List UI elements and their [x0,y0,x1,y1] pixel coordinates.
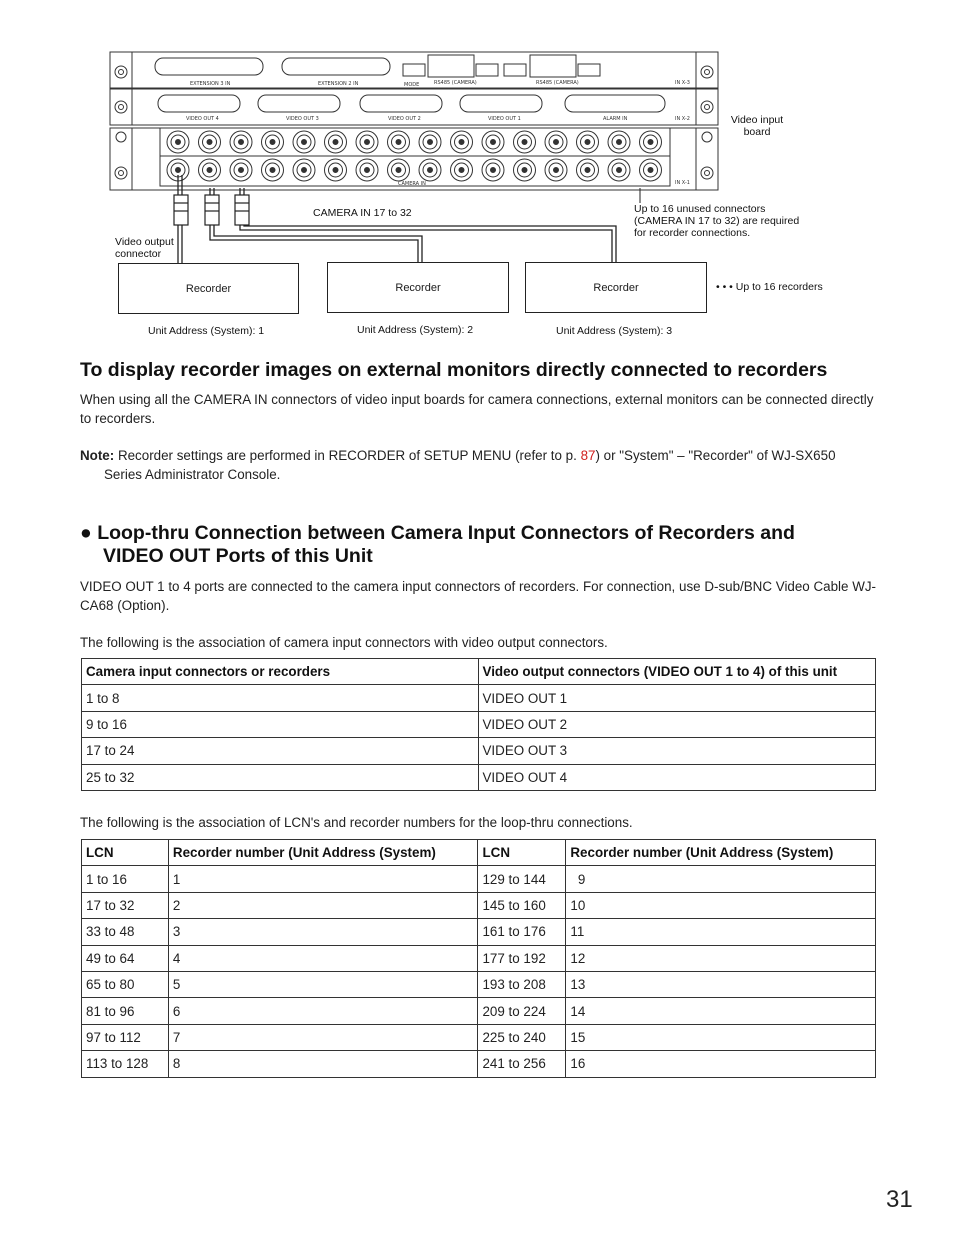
vo-line-1: Video output [115,236,174,248]
bnc-connector-icon [302,168,307,173]
note-text-a: Recorder settings are performed in RECORDER of SETUP MENU (refer to p. [114,448,581,463]
table-cell: 7 [168,1024,478,1050]
table2-intro: The following is the association of LCN's and recorder numbers for the loop-thru connections. [80,815,633,830]
table-cell: 17 to 32 [82,892,169,918]
table-cell: 3 [168,919,478,945]
table2-header-cell: LCN [82,840,169,866]
table2-header-cell: Recorder number (Unit Address (System) [168,840,478,866]
alarm-in-label: ALARM IN [603,116,628,122]
bnc-connector-icon [365,140,370,145]
ext3-label: EXTENSION 3 IN [190,81,231,87]
table1-header-cell: Video output connectors (VIDEO OUT 1 to 4) of this unit [478,659,876,685]
section1-note [80,446,876,484]
table-row [82,919,876,945]
table-cell: 9 to 16 [82,711,479,737]
bnc-connector-icon [554,168,559,173]
bnc-connector-icon [365,168,370,173]
bnc-connector-icon [270,168,275,173]
table-cell: 2 [168,892,478,918]
lcn-to-recorder-table [81,839,876,1078]
table2-header-row [82,840,876,866]
bnc-row-top [167,131,662,153]
table-cell: 25 to 32 [82,764,479,790]
table-cell: 225 to 240 [478,1024,566,1050]
table-cell: 97 to 112 [82,1024,169,1050]
table-row [82,866,876,892]
section2-heading-line1 [80,522,880,545]
unused-line-3: for recorder connections. [634,227,751,239]
table-cell: 8 [168,1051,478,1077]
recorder-box-2: Recorder [327,262,509,313]
note-label: Note: [80,448,115,463]
table-cell: 15 [566,1024,876,1050]
table-cell: 11 [566,919,876,945]
bullet-icon: ● [80,522,92,544]
bnc-connector-icon [459,168,464,173]
video-output-connector-label [115,236,174,260]
unused-line-1 [634,203,834,215]
bnc-connector-icon [617,168,622,173]
section1-paragraph: When using all the CAMERA IN connectors of video input boards for camera connections, external monitors can be connected directly to recorders. [80,392,874,426]
unit-address-1: Unit Address (System): 1 [148,325,265,337]
bnc-connector-icon [491,168,496,173]
table-row [82,998,876,1024]
unit-address-3: Unit Address (System): 3 [556,325,673,337]
table-cell: 33 to 48 [82,919,169,945]
table-cell: 17 to 24 [82,738,479,764]
bnc-connector-icon [176,140,181,145]
in3-label: IN X-3 [675,80,690,86]
bnc-connector-icon [428,168,433,173]
ext2-label: EXTENSION 2 IN [318,81,359,87]
rs485-label: RS485 (CAMERA) [434,80,477,86]
video-input-board-label: Video input board [730,114,784,138]
table-cell: 145 to 160 [478,892,566,918]
table-cell: 177 to 192 [478,945,566,971]
in2-label: IN X-2 [675,116,690,122]
section2-title-line2: VIDEO OUT Ports of this Unit [103,545,373,567]
bnc-connector-icon [396,168,401,173]
bnc-plugs [174,195,249,225]
bnc-connector-icon [459,140,464,145]
table-cell: 4 [168,945,478,971]
bnc-connector-icon [270,140,275,145]
bnc-connector-icon [522,140,527,145]
table-cell: 1 to 8 [82,685,479,711]
table-cell: 13 [566,971,876,997]
table-row [82,1051,876,1077]
table-cell: VIDEO OUT 4 [478,764,876,790]
bnc-connector-icon [207,140,212,145]
table-cell: 193 to 208 [478,971,566,997]
recorder-box-3: Recorder [525,262,707,313]
table-row [82,892,876,918]
unit-address-2: Unit Address (System): 2 [357,324,474,336]
bnc-connector-icon [491,140,496,145]
video-out-4-label: VIDEO OUT 4 [186,116,219,122]
bnc-connector-icon [302,140,307,145]
bnc-connector-icon [176,168,181,173]
table-cell: 5 [168,971,478,997]
table1-body [82,685,876,791]
table2-header-cell: LCN [478,840,566,866]
table-cell: 49 to 64 [82,945,169,971]
table1-intro: The following is the association of camera input connectors with video output connectors. [80,635,608,650]
note-text-b: ) or "System" – "Recorder" of WJ-SX650 Series Administrator Console. [104,448,836,482]
video-out-1-label: VIDEO OUT 1 [488,116,521,122]
section2-paragraph: VIDEO OUT 1 to 4 ports are connected to the camera input connectors of recorders. For connection, use D-sub/BNC Video Cable WJ-CA68 (Option). [80,579,876,613]
table-cell: VIDEO OUT 1 [478,685,876,711]
table1-header-cell: Camera input connectors or recorders [82,659,479,685]
table-cell: 12 [566,945,876,971]
bnc-connector-icon [648,168,653,173]
bnc-connector-icon [428,140,433,145]
bnc-connector-icon [239,168,244,173]
video-out-3-label: VIDEO OUT 3 [286,116,319,122]
table-cell: 65 to 80 [82,971,169,997]
table-cell: 14 [566,998,876,1024]
table-cell: 161 to 176 [478,919,566,945]
bnc-connector-icon [239,140,244,145]
table-cell: 6 [168,998,478,1024]
table2-header-cell: Recorder number (Unit Address (System) [566,840,876,866]
table-row [82,945,876,971]
bnc-connector-icon [207,168,212,173]
table-cell: 241 to 256 [478,1051,566,1077]
video-out-2-label: VIDEO OUT 2 [388,116,421,122]
camera-in-17-32-label: CAMERA IN 17 to 32 [313,207,412,219]
table-cell: 9 [566,866,876,892]
table-cell: 1 [168,866,478,892]
table-cell: 1 to 16 [82,866,169,892]
table-row [82,764,876,790]
bnc-row-bottom [167,159,662,181]
table-cell: VIDEO OUT 2 [478,711,876,737]
table-row [82,685,876,711]
table2-body [82,866,876,1077]
bnc-connector-icon [554,140,559,145]
section1-heading: To display recorder images on external monitors directly connected to recorders [80,359,828,381]
bnc-connector-icon [333,140,338,145]
table-cell: 10 [566,892,876,918]
recorder-box-1: Recorder [118,263,299,314]
table-cell: 209 to 224 [478,998,566,1024]
table-row [82,1024,876,1050]
section2-title-line1: Loop-thru Connection between Camera Input Connectors of Recorders and [97,522,795,544]
note-page-link[interactable]: 87 [580,448,596,463]
unused-connectors-note [634,203,834,239]
connection-diagram [0,0,954,350]
in1-label: IN X-1 [675,180,690,186]
bnc-connector-icon [333,168,338,173]
bnc-connector-icon [396,140,401,145]
table-cell: 129 to 144 [478,866,566,892]
bnc-connector-icon [522,168,527,173]
table-cell: 81 to 96 [82,998,169,1024]
camera-in-label: CAMERA IN [398,181,426,187]
table-cell: 16 [566,1051,876,1077]
unused-rest: unused connectors [673,203,766,215]
table-cell: 113 to 128 [82,1051,169,1077]
mode-label: MODE [404,82,420,88]
page-number: 31 [886,1186,913,1213]
bnc-connector-icon [585,140,590,145]
table1-header-row [82,659,876,685]
bnc-connector-icon [648,140,653,145]
unused-highlight: Up to 16 [634,203,674,215]
table-row [82,738,876,764]
table-row [82,711,876,737]
up-to-16-recorders-label: • • • Up to 16 recorders [716,281,823,293]
table-cell: VIDEO OUT 3 [478,738,876,764]
vo-line-2: connector [115,248,162,260]
bnc-connector-icon [585,168,590,173]
unused-line-2: (CAMERA IN 17 to 32) are required [634,215,800,227]
camera-to-video-out-table [81,658,876,791]
table-row [82,971,876,997]
rs485-label-2: RS485 (CAMERA) [536,80,579,86]
section2-heading [80,522,880,568]
bnc-connector-icon [617,140,622,145]
